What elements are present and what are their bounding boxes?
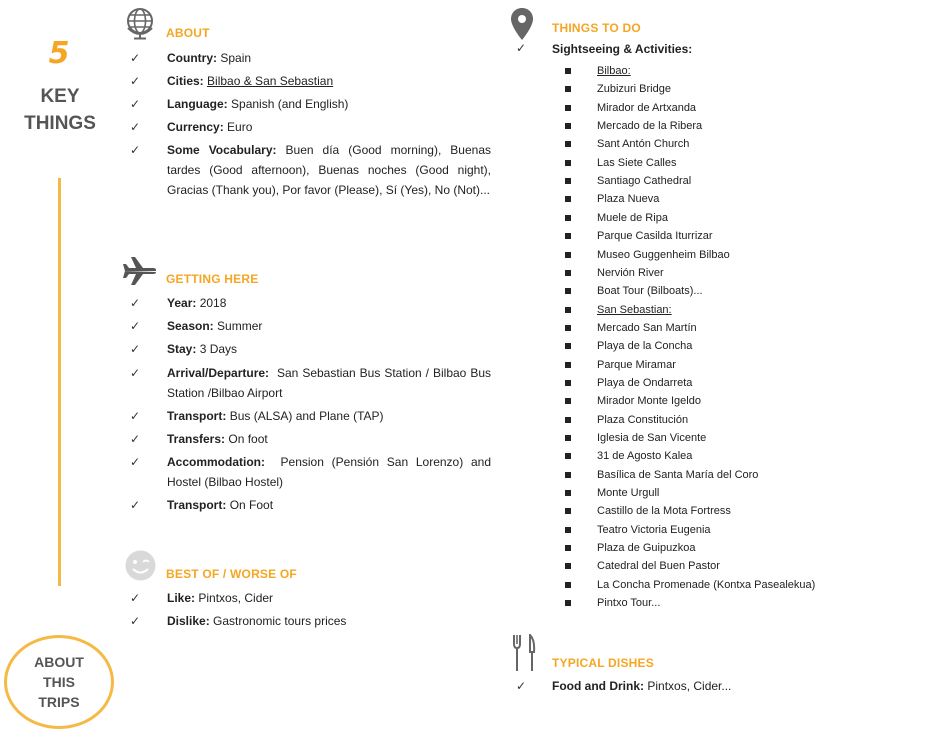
check-icon: ✓ <box>129 342 141 356</box>
list-item: 31 de Agosto Kalea <box>597 450 693 463</box>
list-item: Mercado de la Ribera <box>597 120 703 133</box>
stay-value: 3 Days <box>199 342 238 356</box>
like-label: Like: <box>167 591 196 605</box>
vocab-label: Some Vocabulary: <box>167 143 277 157</box>
transport-value: Bus (ALSA) and Plane (TAP) <box>229 409 384 423</box>
check-icon: ✓ <box>129 432 141 446</box>
list-item: Teatro Victoria Eugenia <box>597 523 711 536</box>
food-row <box>514 676 894 696</box>
year-label: Year: <box>167 296 197 310</box>
timeline-rail <box>58 178 61 586</box>
transfers-label: Transfers: <box>167 432 226 446</box>
bullet-icon <box>565 123 571 129</box>
currency-value: Euro <box>227 120 253 134</box>
bullet-icon <box>565 472 571 478</box>
bullet-icon <box>565 325 571 331</box>
bullet-icon <box>565 453 571 459</box>
check-icon: ✓ <box>129 455 141 469</box>
transport-label: Transport: <box>167 409 227 423</box>
bullet-icon <box>565 398 571 404</box>
check-icon: ✓ <box>129 591 141 605</box>
getting-here-title: GETTING HERE <box>166 272 259 286</box>
fork-knife-icon <box>512 634 536 672</box>
cities-label: Cities: <box>167 74 204 88</box>
things-to-do-title: THINGS TO DO <box>552 21 641 35</box>
check-icon: ✓ <box>129 614 141 628</box>
check-icon: ✓ <box>129 120 141 134</box>
list-item: Boat Tour (Bilboats)... <box>597 285 703 298</box>
bullet-icon <box>565 270 571 276</box>
list-item: Catedral del Buen Pastor <box>597 560 720 573</box>
list-item: Plaza Nueva <box>597 193 660 206</box>
list-item: Parque Casilda Iturrizar <box>597 230 713 243</box>
cities-value: Bilbao & San Sebastian <box>207 74 334 88</box>
list-item: San Sebastian: <box>597 303 672 316</box>
check-icon: ✓ <box>129 319 141 333</box>
bullet-icon <box>565 196 571 202</box>
bullet-icon <box>565 380 571 386</box>
list-item: Parque Miramar <box>597 358 676 371</box>
bullet-icon <box>565 160 571 166</box>
bullet-icon <box>565 435 571 441</box>
like-value: Pintxos, Cider <box>198 591 274 605</box>
bullet-icon <box>565 68 571 74</box>
about-this-trips-badge <box>4 635 114 729</box>
country-label: Country: <box>167 51 217 65</box>
bullet-icon <box>565 215 571 221</box>
list-item: La Concha Promenade (Kontxa Pasealekua) <box>597 578 816 591</box>
badge-line1: ABOUT <box>34 654 84 670</box>
transport2-value: On Foot <box>229 498 274 512</box>
arrival-label: Arrival/Departure: <box>167 366 270 380</box>
list-item: Mirador Monte Igeldo <box>597 395 701 408</box>
badge-line2: THIS <box>43 674 75 690</box>
list-item: Bilbao: <box>597 65 631 77</box>
best-of-title: BEST OF / WORSE OF <box>166 567 297 581</box>
bullet-icon <box>565 233 571 239</box>
bullet-icon <box>565 490 571 496</box>
language-value: Spanish (and English) <box>231 97 349 111</box>
list-item: Mirador de Artxanda <box>597 101 697 114</box>
bullet-icon <box>565 343 571 349</box>
check-icon: ✓ <box>129 409 141 423</box>
season-label: Season: <box>167 319 214 333</box>
food-value: Pintxos, Cider... <box>647 679 732 693</box>
list-item: Nervión River <box>597 266 664 279</box>
wink-face-icon <box>124 549 157 582</box>
language-label: Language: <box>167 97 228 111</box>
year-value: 2018 <box>199 296 227 310</box>
list-item: Muele de Ripa <box>597 211 668 224</box>
check-icon: ✓ <box>129 498 141 512</box>
list-item: Santiago Cathedral <box>597 175 692 188</box>
globe-icon <box>124 6 156 40</box>
dislike-value: Gastronomic tours prices <box>213 614 347 628</box>
map-pin-icon <box>510 7 534 41</box>
bullet-icon <box>565 86 571 92</box>
bullet-icon <box>565 307 571 313</box>
typical-dishes-title: TYPICAL DISHES <box>552 656 654 670</box>
food-label: Food and Drink: <box>552 679 644 693</box>
arrival-value: San Sebastian Bus Station / Bilbao Bus Station /Bilbao Airport <box>167 366 491 400</box>
bullet-icon <box>565 141 571 147</box>
key-things-title-line2: THINGS <box>24 113 96 134</box>
bullet-icon <box>565 600 571 606</box>
key-things-number: 5 <box>48 36 70 71</box>
check-icon: ✓ <box>515 41 527 55</box>
list-item: Basílica de Santa María del Coro <box>597 468 759 481</box>
list-item: Castillo de la Mota Fortress <box>597 505 731 518</box>
transport2-label: Transport: <box>167 498 227 512</box>
bullet-icon <box>565 178 571 184</box>
list-item: Plaza de Guipuzkoa <box>597 542 696 555</box>
list-item: Museo Guggenheim Bilbao <box>597 248 730 261</box>
vocab-value: Buen día (Good morning), Buenas tardes (Good afternoon), Buenas noches (Good night), Gracias (Thank you), Por favor (Please), Sí (Yes), No (Not)... <box>167 143 492 197</box>
key-things-title <box>18 83 102 137</box>
bullet-icon <box>565 527 571 533</box>
stay-label: Stay: <box>167 342 197 356</box>
check-icon: ✓ <box>129 366 141 380</box>
about-title: ABOUT <box>166 26 210 40</box>
list-item: Las Siete Calles <box>597 156 677 169</box>
bullet-icon <box>565 563 571 569</box>
sightseeing-label: Sightseeing & Activities: <box>552 42 693 56</box>
airplane-icon <box>122 254 158 288</box>
accommodation-value: Pension (Pensión San Lorenzo) and Hostel (Bilbao Hostel) <box>167 455 492 489</box>
list-item: Playa de Ondarreta <box>597 376 693 389</box>
list-item: Zubizuri Bridge <box>597 83 671 96</box>
list-item: Pintxo Tour... <box>597 597 661 610</box>
transfers-value: On foot <box>228 432 268 446</box>
check-icon: ✓ <box>515 679 527 693</box>
check-icon: ✓ <box>129 97 141 111</box>
dislike-label: Dislike: <box>167 614 210 628</box>
list-item: Monte Urgull <box>597 487 660 500</box>
bullet-icon <box>565 417 571 423</box>
accommodation-label: Accommodation: <box>167 455 266 469</box>
bullet-icon <box>565 252 571 258</box>
list-item: Iglesia de San Vicente <box>597 432 707 444</box>
check-icon: ✓ <box>129 296 141 310</box>
key-things-title-line1: KEY <box>40 86 80 107</box>
bullet-icon <box>565 545 571 551</box>
check-icon: ✓ <box>129 51 141 65</box>
bullet-icon <box>565 288 571 294</box>
bullet-icon <box>565 508 571 514</box>
list-item: Sant Antón Church <box>597 138 690 151</box>
badge-line3: TRIPS <box>38 694 80 710</box>
check-icon: ✓ <box>129 143 141 157</box>
season-value: Summer <box>217 319 263 333</box>
sightseeing-row <box>514 41 894 61</box>
list-item: Playa de la Concha <box>597 340 693 353</box>
list-item: Mercado San Martín <box>597 321 697 334</box>
bullet-icon <box>565 362 571 368</box>
currency-label: Currency: <box>167 120 224 134</box>
check-icon: ✓ <box>129 74 141 88</box>
list-item: Plaza Constitución <box>597 413 689 426</box>
bullet-icon <box>565 582 571 588</box>
bullet-icon <box>565 105 571 111</box>
country-value: Spain <box>220 51 252 65</box>
